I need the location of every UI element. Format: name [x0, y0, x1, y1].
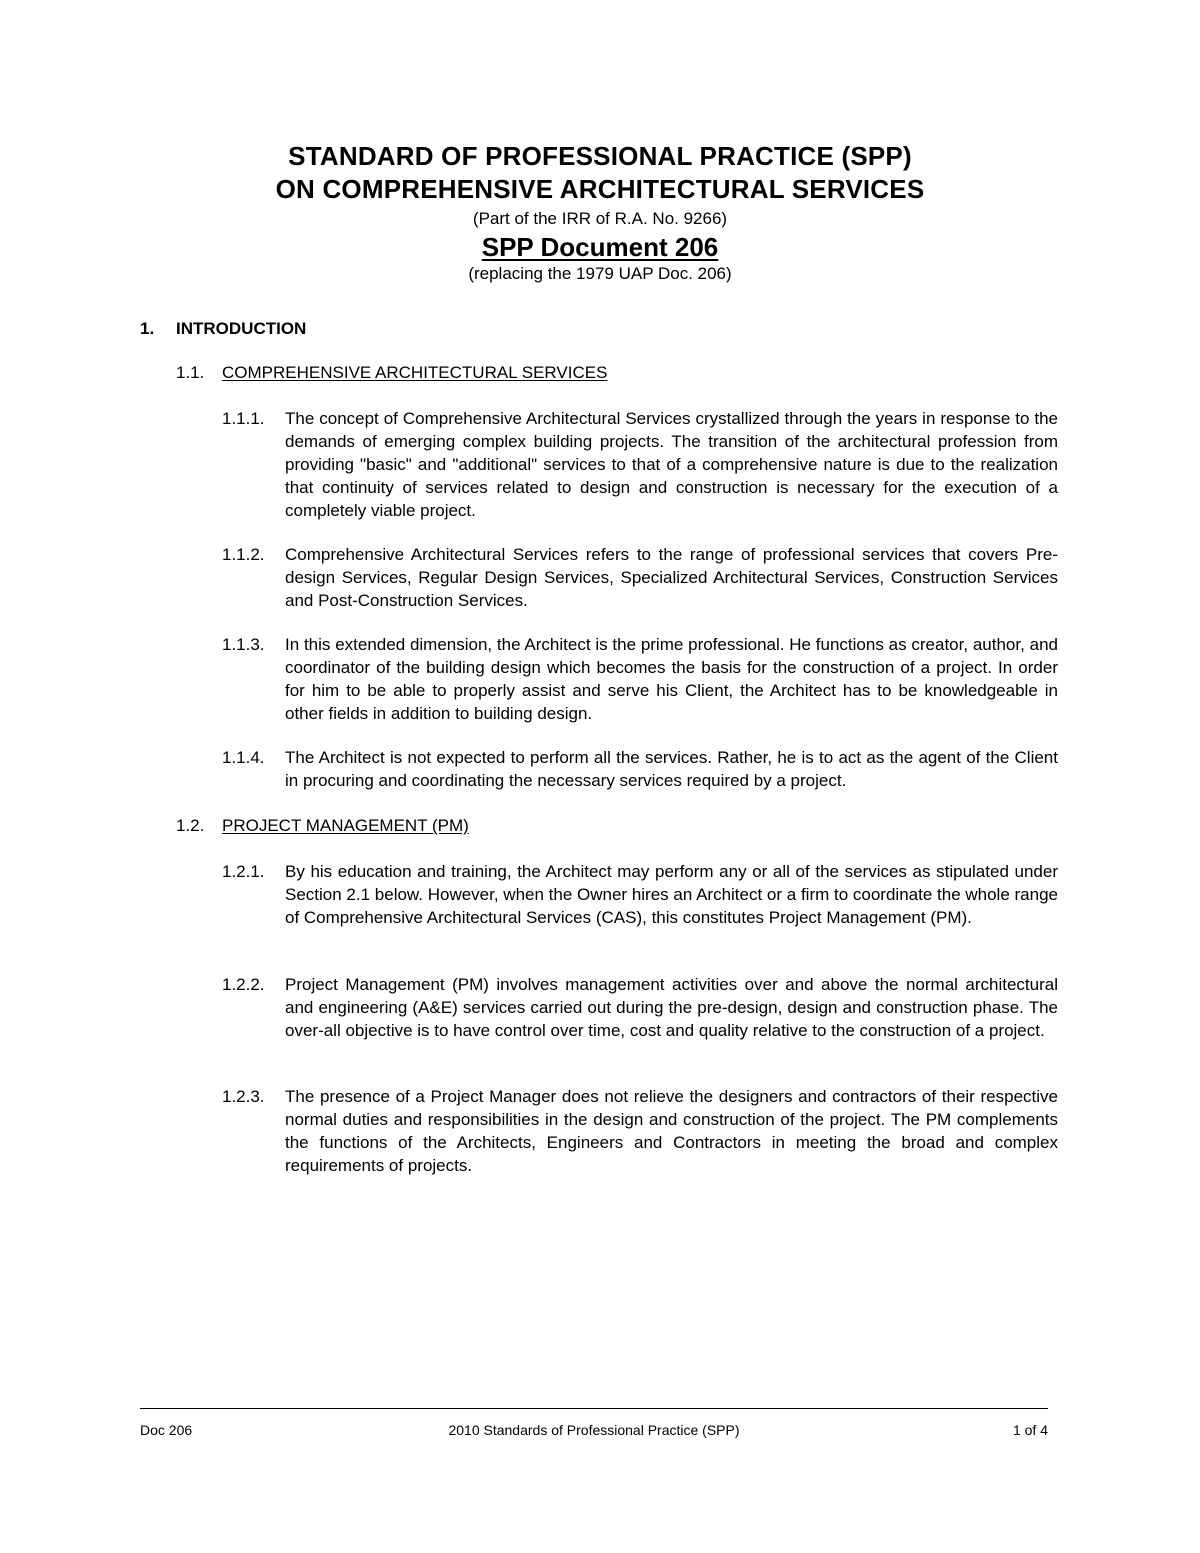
- paragraph-text: The Architect is not expected to perform all the services. Rather, he is to act as the agent of the Client in procuring and coordinating the necessary services required by a project.: [285, 748, 1058, 790]
- paragraph-1-2-1: [222, 860, 1058, 929]
- paragraph-1-1-1: [222, 407, 1058, 522]
- section-number: 1.: [140, 319, 155, 338]
- subsection-number: 1.2.: [176, 816, 205, 835]
- subsection-title: COMPREHENSIVE ARCHITECTURAL SERVICES: [222, 363, 608, 382]
- paragraph-text: Comprehensive Architectural Services refers to the range of professional services that covers Pre-design Services, Regular Design Services, Specialized Architectural Services, Construction Services and Post-Construction Services.: [285, 545, 1058, 610]
- subsection-heading-1-1: [176, 362, 607, 384]
- document-title-line-1: STANDARD OF PROFESSIONAL PRACTICE (SPP): [288, 141, 912, 171]
- document-replacing-note: (replacing the 1979 UAP Doc. 206): [468, 264, 732, 283]
- subsection-title: PROJECT MANAGEMENT (PM): [222, 816, 469, 835]
- paragraph-number: 1.1.3.: [222, 635, 265, 654]
- document-subtitle: (Part of the IRR of R.A. No. 9266): [472, 209, 728, 228]
- paragraph-1-2-2: [222, 973, 1058, 1042]
- paragraph-number: 1.2.1.: [222, 862, 265, 881]
- document-number-title: SPP Document 206: [481, 232, 719, 262]
- paragraph-text: The presence of a Project Manager does not relieve the designers and contractors of their respective normal duties and responsibilities in the design and construction of the project. The PM complements the functions of the Architects, Engineers and Contractors in meeting the broad and complex requirements of projects.: [285, 1087, 1058, 1175]
- paragraph-text: Project Management (PM) involves management activities over and above the normal architectural and engineering (A&E) services carried out during the pre-design, design and construction phase. The over-all objective is to have control over time, cost and quality relative to the construction of a project.: [285, 975, 1058, 1040]
- page-footer: [140, 1420, 1048, 1440]
- title-block: [0, 140, 1200, 285]
- footer-doc-number: Doc 206: [140, 1422, 193, 1438]
- section-1-heading: [140, 318, 306, 340]
- subsection-heading-1-2: [176, 815, 469, 837]
- paragraph-number: 1.2.3.: [222, 1087, 265, 1106]
- paragraph-1-1-3: [222, 633, 1058, 725]
- paragraph-text: The concept of Comprehensive Architectural Services crystallized through the years in response to the demands of emerging complex building projects. The transition of the architectural profession from providing "basic" and "additional" services to that of a comprehensive nature is due to the realization that continuity of services related to design and construction is necessary for the execution of a completely viable project.: [285, 409, 1058, 520]
- subsection-number: 1.1.: [176, 363, 205, 382]
- paragraph-1-2-3: [222, 1085, 1058, 1177]
- paragraph-number: 1.1.1.: [222, 409, 265, 428]
- paragraph-number: 1.1.2.: [222, 545, 265, 564]
- footer-standard-title: 2010 Standards of Professional Practice (SPP): [448, 1422, 740, 1438]
- section-title: INTRODUCTION: [176, 319, 307, 338]
- document-title-line-2: ON COMPREHENSIVE ARCHITECTURAL SERVICES: [275, 174, 925, 204]
- paragraph-1-1-4: [222, 746, 1058, 792]
- paragraph-text: In this extended dimension, the Architect is the prime professional. He functions as creator, author, and coordinator of the building design which becomes the basis for the construction of a project. In order for him to be able to properly assist and serve his Client, the Architect has to be knowledgeable in other fields in addition to building design.: [285, 635, 1058, 723]
- footer-divider: [140, 1408, 1048, 1409]
- paragraph-text: By his education and training, the Architect may perform any or all of the services as stipulated under Section 2.1 below. However, when the Owner hires an Architect or a firm to coordinate the whole range of Comprehensive Architectural Services (CAS), this constitutes Project Management (PM).: [285, 862, 1058, 927]
- footer-page-number: 1 of 4: [1012, 1422, 1048, 1438]
- paragraph-1-1-2: [222, 543, 1058, 612]
- paragraph-number: 1.1.4.: [222, 748, 265, 767]
- paragraph-number: 1.2.2.: [222, 975, 265, 994]
